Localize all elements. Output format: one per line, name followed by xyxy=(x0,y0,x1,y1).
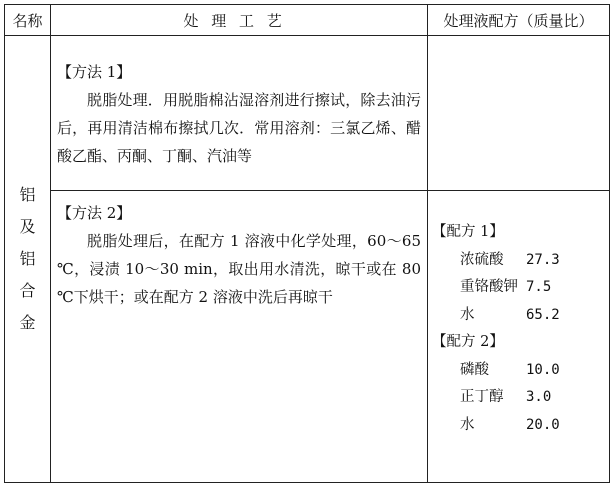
method-1-text: 脱脂处理．用脱脂棉沾湿溶剂进行擦试，除去油污后，再用清洁棉布擦拭几次．常用溶剂：三氯乙烯、醋酸乙酯、丙酮、丁酮、汽油等 xyxy=(57,91,421,165)
ingredient-name: 正丁醇 xyxy=(460,389,504,405)
table-row xyxy=(5,191,610,483)
ingredient-name: 重铬酸钾 xyxy=(460,279,518,295)
method-1-cell xyxy=(51,36,428,191)
formula-item xyxy=(460,384,609,412)
ingredient-name: 水 xyxy=(460,306,475,323)
header-process-label: 处理工艺 xyxy=(183,11,295,30)
ingredient-value: 7.5 xyxy=(526,279,552,295)
table-row xyxy=(5,36,610,191)
ingredient-name: 浓硫酸 xyxy=(460,251,504,268)
header-formula: 处理液配方（质量比） xyxy=(428,5,610,36)
formula-item xyxy=(460,412,609,440)
method-2-cell xyxy=(51,191,428,483)
ingredient-value: 65.2 xyxy=(526,306,560,323)
formula-item xyxy=(460,247,609,275)
formula-1-label: 【配方 1】 xyxy=(432,224,504,240)
formula-cell xyxy=(428,191,610,483)
formula-item xyxy=(460,302,609,330)
material-cell xyxy=(5,36,51,483)
formula-2-label: 【配方 2】 xyxy=(432,334,504,350)
table-header-row xyxy=(5,5,610,36)
formula-item xyxy=(460,274,609,302)
method-2-text: 脱脂处理后，在配方 1 溶液中化学处理，60～65 ℃，浸渍 10～30 min，取出用水清洗，晾干或在 80 ℃下烘干；或在配方 2 溶液中洗后再晾干 xyxy=(57,232,421,306)
ingredient-name: 水 xyxy=(460,416,475,433)
ingredient-name: 磷酸 xyxy=(460,361,489,378)
process-table xyxy=(4,4,610,483)
ingredient-value: 3.0 xyxy=(526,389,552,405)
header-name: 名称 xyxy=(5,5,51,36)
material-name: 铝及铝合金 xyxy=(19,185,36,332)
ingredient-value: 27.3 xyxy=(526,251,560,268)
header-process xyxy=(51,5,428,36)
ingredient-value: 10.0 xyxy=(526,361,560,378)
formula-item xyxy=(460,357,609,385)
ingredient-value: 20.0 xyxy=(526,416,560,433)
method-2-tag: 【方法 2】 xyxy=(57,204,132,222)
formula-empty-cell xyxy=(428,36,610,191)
method-1-tag: 【方法 1】 xyxy=(57,63,132,81)
